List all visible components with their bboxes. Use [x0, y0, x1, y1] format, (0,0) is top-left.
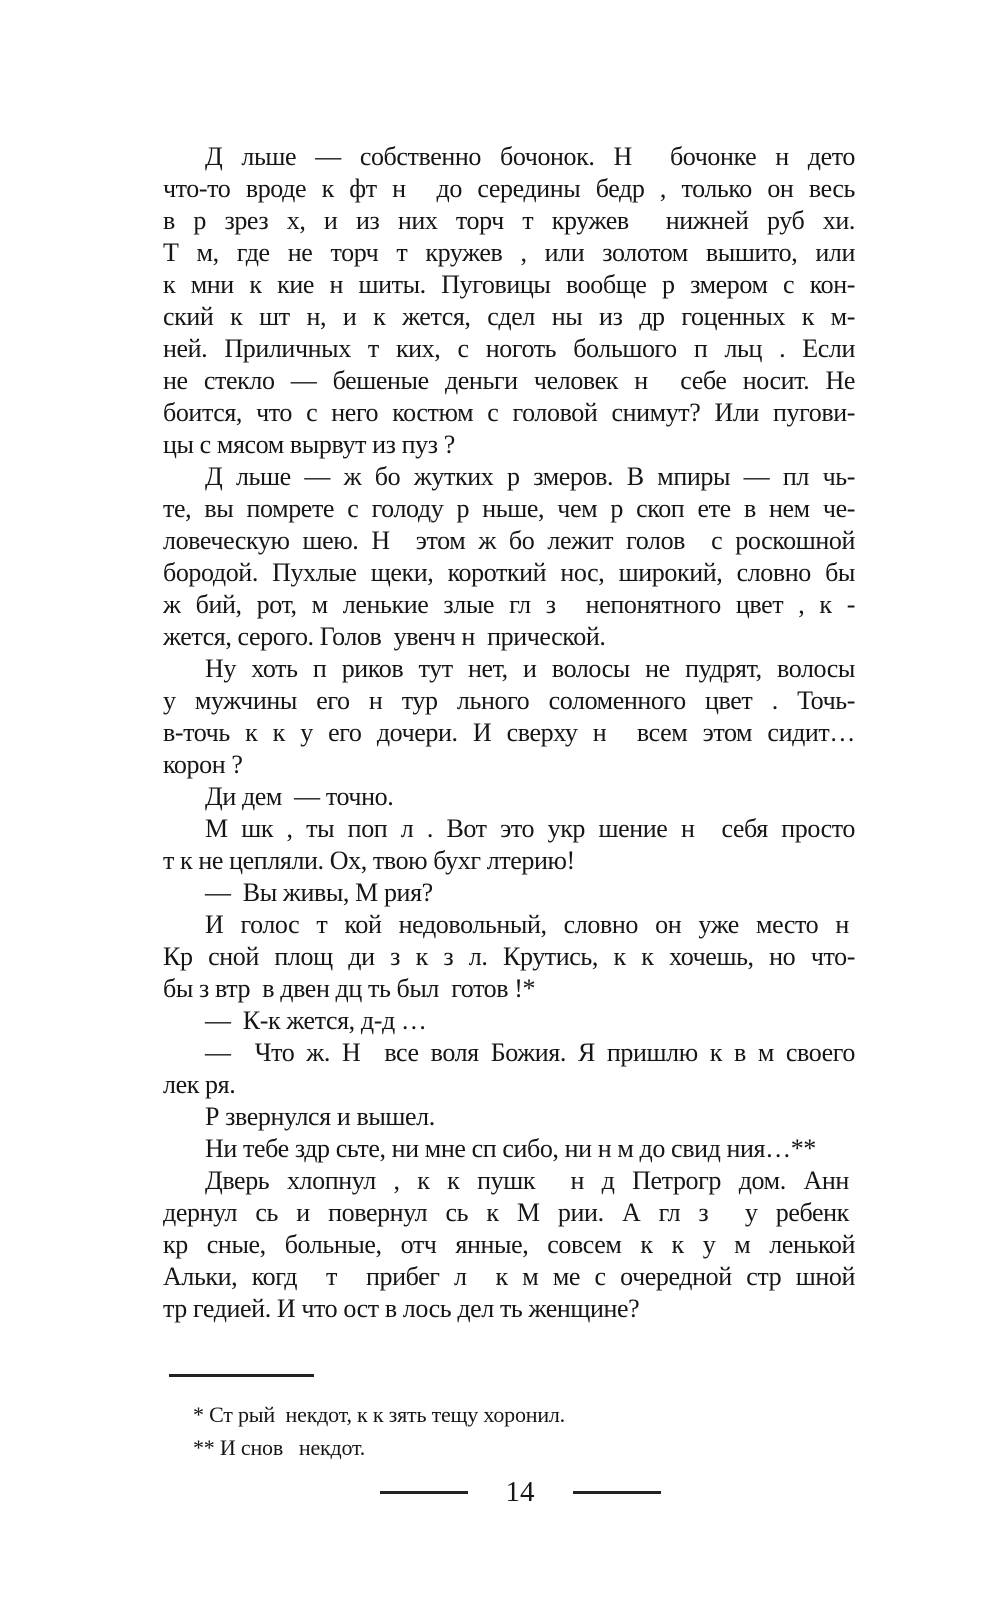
text-line: — Вы живы, М рия?	[205, 878, 433, 907]
text-line: ловеческую шею. Н этом ж бо лежит голов с роскошной	[163, 526, 855, 555]
text-line: Т м, где не торч т кружев , или золотом вышито, или	[163, 238, 855, 267]
paragraph	[163, 781, 855, 813]
text-line: кр сные, больные, отч янные, совсем к к у м ленькой	[163, 1230, 855, 1259]
text-line: Д льше — ж бо жутких р змеров. В мпиры — пл чь-	[205, 462, 855, 491]
text-line: не стекло — бешеные деньги человек н себе носит. Не	[163, 366, 855, 395]
text-line: бородой. Пухлые щеки, короткий нос, широкий, словно бы	[163, 558, 855, 587]
text-line: Д льше — собственно бочонок. Н бочонке н дето	[205, 142, 855, 171]
text-line: к мни к кие н шиты. Пуговицы вообще р змером с кон-	[163, 270, 855, 299]
text-line: т к не цепляли. Ох, твою бухг лтерию!	[163, 846, 575, 875]
text-line: Ни тебе здр сьте, ни мне сп сибо, ни н м до свид ния…**	[205, 1134, 816, 1163]
text-line: ж бий, рот, м ленькие злые гл з непонятного цвет , к -	[163, 590, 855, 619]
text-line: в р зрез х, и из них торч т кружев нижней руб хи.	[163, 206, 855, 235]
text-line: корон ?	[163, 750, 243, 779]
text-line: в-точь к к у его дочери. И сверху н всем этом сидит…	[163, 718, 855, 747]
text-line: тр гедией. И что ост в лось дел ть женщине?	[163, 1294, 640, 1323]
text-line: жется, серого. Голов увенч н прической.	[163, 622, 606, 651]
paragraph	[163, 909, 855, 1005]
text-line: цы с мясом вырвут из пуз ?	[163, 430, 455, 459]
paragraph	[163, 141, 855, 461]
text-line: Альки, когд т прибег л к м ме с очередной стр шной	[163, 1262, 855, 1291]
paragraph	[163, 461, 855, 653]
paragraph	[163, 1165, 855, 1325]
text-line: М шк , ты поп л . Вот это укр шение н себя просто	[205, 814, 855, 843]
text-line: — Что ж. Н все воля Божия. Я пришлю к в м своего	[205, 1038, 855, 1067]
text-line: Р звернулся и вышел.	[205, 1102, 435, 1131]
text-line: бы з втр в двен дц ть был готов !*	[163, 974, 536, 1003]
text-line: дернул сь и повернул сь к М рии. А гл з у ребенк	[163, 1198, 855, 1227]
footnotes	[163, 1398, 855, 1464]
text-line: что-то вроде к фт н до середины бедр , только он весь	[163, 174, 855, 203]
page-text	[163, 141, 855, 1325]
footnote: ** И снов некдот.	[193, 1435, 366, 1460]
footnote-separator	[169, 1374, 314, 1377]
paragraph-dialogue	[163, 1037, 855, 1101]
text-line: Ну хоть п риков тут нет, и волосы не пудрят, волосы	[205, 654, 855, 683]
text-line: ский к шт н, и к жется, сдел ны из др гоценных к м-	[163, 302, 855, 331]
page-footer	[20, 1476, 1000, 1508]
paragraph-dialogue	[163, 877, 855, 909]
paragraph	[163, 813, 855, 877]
paragraph-dialogue	[163, 1005, 855, 1037]
text-line: — К-к жется, д-д …	[205, 1006, 427, 1035]
paragraph	[163, 1133, 855, 1165]
text-line: лек ря.	[163, 1070, 236, 1099]
page-number: 14	[505, 1476, 535, 1508]
footnote: * Ст рый некдот, к к зять тещу хоронил.	[193, 1402, 565, 1427]
text-line: Ди дем — точно.	[205, 782, 394, 811]
text-line: Кр сной площ ди з к з л. Крутись, к к хочешь, но что-	[163, 942, 855, 971]
footer-rule-right	[573, 1491, 661, 1494]
text-line: Дверь хлопнул , к к пушк н д Петрогр дом. Анн	[205, 1166, 855, 1195]
text-line: И голос т кой недовольный, словно он уже место н	[205, 910, 855, 939]
paragraph	[163, 653, 855, 781]
paragraph	[163, 1101, 855, 1133]
text-line: ней. Приличных т ких, с ноготь большого п льц . Если	[163, 334, 855, 363]
text-line: боится, что с него костюм с головой снимут? Или пугови-	[163, 398, 855, 427]
footer-rule-left	[380, 1491, 468, 1494]
text-line: у мужчины его н тур льного соломенного цвет . Точь-	[163, 686, 855, 715]
text-line: те, вы помрете с голоду р ньше, чем р скоп ете в нем че-	[163, 494, 855, 523]
